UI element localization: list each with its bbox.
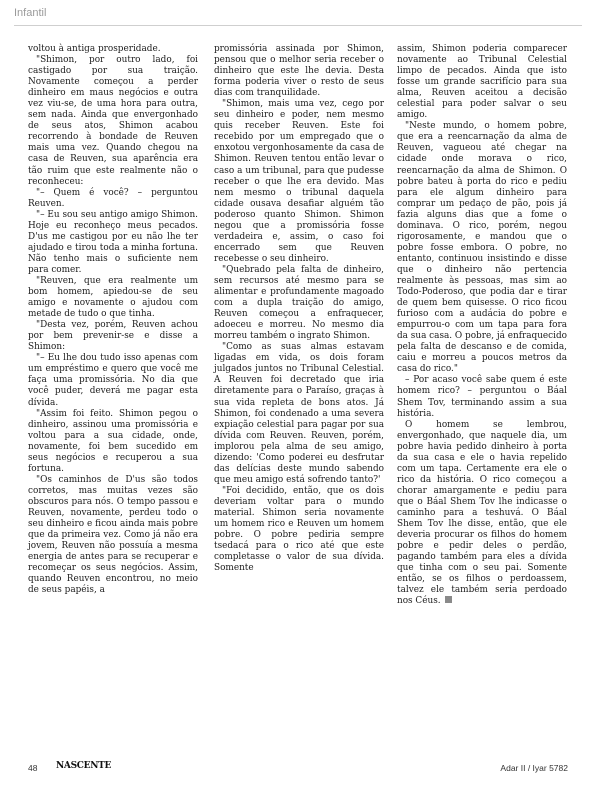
paragraph: "Os caminhos de D'us são todos corretos, mas muitas vezes são obscuros para nós. O tempo passou e Reuven, novamente, perdeu todo o seu dinheiro e ficou ainda mais pobre que da primeira vez. Como já não era jovem, Reuven não possuía a mesma energia de antes para se recuperar e recomeçar os seus negócios. Assim, quando Reuven encontrou, no meio de seus papéis, a [28, 474, 198, 596]
text-column-2 [214, 44, 384, 574]
paragraph: "Desta vez, porém, Reuven achou por bem prevenir-se e disse a Shimon: [28, 320, 198, 353]
header-divider [14, 25, 582, 26]
paragraph: "Foi decidido, então, que os dois deveriam voltar para o mundo material. Shimon seria novamente um homem rico e Reuven um homem pobre. O pobre pediria sempre tsedacá para o rico até que este completasse o valor de sua dívida. Somente [214, 485, 384, 574]
paragraph: O homem se lembrou, envergonhado, que naquele dia, um pobre havia pedido dinheiro à porta da sua casa e ele o havia repelido com um tapa. Certamente era ele o rico da história. O rico começou a chorar amargamente e pediu para que o Báal Shem Tov lhe indicasse o caminho para a teshuvá. O Báal Shem Tov lhe disse, então, que ele deveria procurar os filhos do homem pobre e pedir deles o perdão, pagando também para eles a dívida que tinha com o seu pai. Somente então, se os filhos o perdoassem, talvez ele também seria perdoado nos Céus. [397, 419, 567, 607]
paragraph: "Quebrado pela falta de dinheiro, sem recursos até mesmo para se alimentar e profundamente magoado com a dupla traição do amigo, Reuven começou a enfraquecer, adoeceu e morreu. No mesmo dia morreu também o ingrato Shimon. [214, 264, 384, 342]
magazine-logo: NASCENTE [56, 761, 112, 771]
paragraph: voltou à antiga prosperidade. [28, 44, 161, 54]
paragraph: "– Eu sou seu antigo amigo Shimon. Hoje eu reconheço meus pecados. D'us me castigou por eu não lhe ter ajudado e tirou toda a minha fortuna. Não tenho mais o suficiente nem para comer. [28, 209, 198, 275]
paragraph: "Neste mundo, o homem pobre, que era a reencarnação da alma de Reuven, vagueou até chegar na cidade onde morava o rico, reencarnação da alma de Shimon. O pobre bateu à porta do rico e pediu para ele algum dinheiro para comprar um pedaço de pão, pois já fazia alguns dias que a fome o dominava. O rico, porém, negou rigorosamente, e mandou que o pobre fosse embora. O pobre, no entanto, continuou insistindo e disse que o dinheiro não pertencia realmente às pessoas, mas sim ao Todo-Poderoso, que podia dar e tirar de quem bem quisesse. O rico ficou furioso com a audácia do pobre e empurrou-o com um tapa para fora da sua casa. O pobre, já enfraquecido pela falta de descanso e de comida, caiu e morreu a poucos metros da casa do rico." [397, 121, 567, 375]
paragraph: "Assim foi feito. Shimon pegou o dinheiro, assinou uma promissória e voltou para a sua cidade, onde, novamente, foi bem sucedido em seus negócios e recuperou a sua fortuna. [28, 408, 198, 474]
paragraph: "Como as suas almas estavam ligadas em vida, os dois foram julgados juntos no Tribunal Celestial. A Reuven foi decretado que iria diretamente para o Paraíso, graças à sua vida repleta de bons atos. Já Shimon, foi condenado a uma severa expiação celestial para pagar por sua dívida com Reuven. Reuven, porém, implorou pela alma de seu amigo, dizendo: 'Como poderei eu desfrutar das delícias deste mundo sabendo que meu amigo está sofrendo tanto?' [214, 342, 384, 485]
text-column-1 [28, 44, 198, 596]
paragraph: "– Eu lhe dou tudo isso apenas com um empréstimo e quero que você me faça uma promissória. No dia que você puder, deverá me pagar esta dívida. [28, 353, 198, 408]
paragraph: promissória assinada por Shimon, pensou que o melhor seria receber o dinheiro que este lhe devia. Desta forma poderia viver o resto de seus dias com tranquilidade. [214, 44, 384, 99]
paragraph: assim, Shimon poderia comparecer novamente ao Tribunal Celestial limpo de pecados. Ainda que isto fosse um grande sacrifício para sua alma, Reuven aceitou a decisão celestial para poder salvar o seu amigo. [397, 44, 567, 121]
page-number: 48 [28, 763, 38, 773]
paragraph: "Reuven, que era realmente um bom homem, apiedou-se de seu amigo e novamente o ajudou com metade de tudo o que tinha. [28, 275, 198, 320]
paragraph: – Por acaso você sabe quem é este homem rico? – perguntou o Báal Shem Tov, terminando assim a sua história. [397, 375, 567, 419]
text-column-3 [397, 44, 567, 607]
issue-date: Adar II / Iyar 5782 [500, 763, 568, 773]
end-of-article-mark [445, 596, 452, 603]
paragraph: "Shimon, por outro lado, foi castigado por sua traição. Novamente começou a perder dinheiro em maus negócios e outra vez viu-se, de uma hora para outra, sem nada. Ainda que envergonhado de seus atos, Shimon acabou recorrendo à bondade de Reuven mais uma vez. Quando chegou na casa de Reuven, sua aparência era tão ruim que este realmente não o reconheceu: [28, 55, 198, 187]
paragraph: "– Quem é você? – perguntou Reuven. [28, 187, 198, 209]
paragraph: "Shimon, mais uma vez, cego por seu dinheiro e poder, nem mesmo quis receber Reuven. Este foi recebido por um empregado que o enxotou vergonhosamente da casa de Shimon. Reuven tentou então levar o caso a um tribunal, para que pudesse receber o que lhe era devido. Mas nem mesmo o tribunal daquela cidade ousava desafiar alguém tão poderoso quanto Shimon. Shimon negou que a promissória fosse verdadeira e, assim, o caso foi encerrado sem que Reuven recebesse o seu dinheiro. [214, 99, 384, 264]
section-label: Infantil [14, 7, 47, 19]
